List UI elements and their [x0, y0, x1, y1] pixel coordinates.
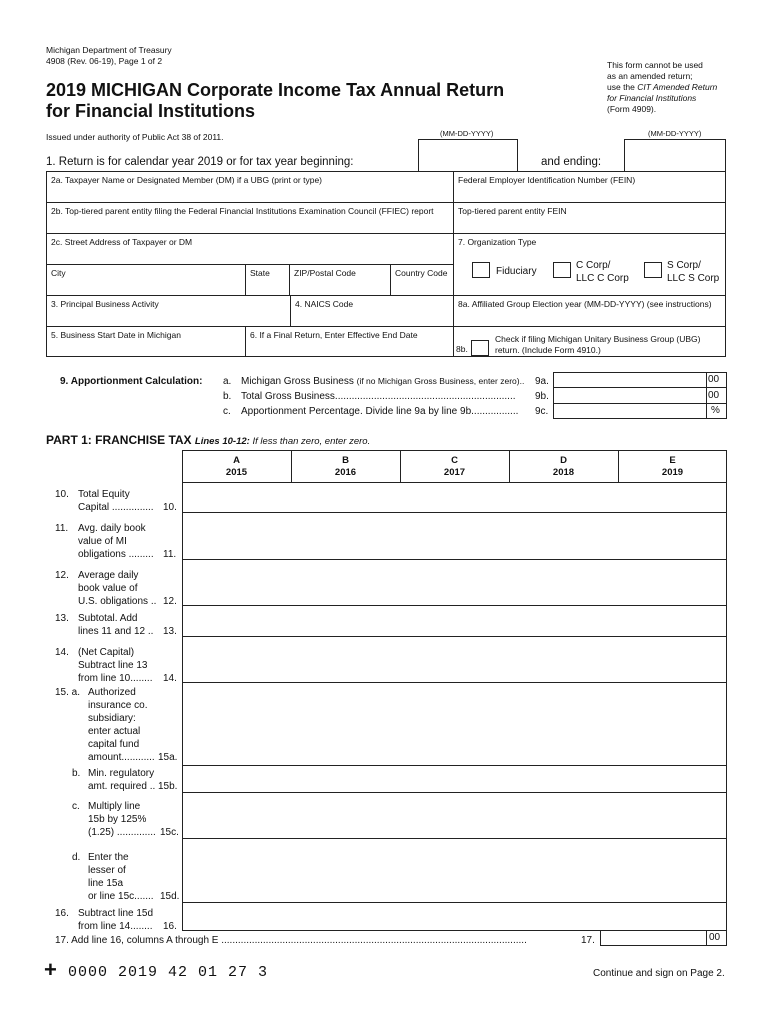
line-10-col-c-input[interactable] [402, 484, 507, 510]
form-barcode-number: 0000 2019 42 01 27 3 [68, 964, 269, 981]
line-15d-col-a-input[interactable] [184, 840, 289, 900]
line-15a-label: 15. a. Authorized insurance co. subsidiary: enter actual capital fund amount............ 15a. [55, 687, 178, 763]
line-17-label: 17. Add line 16, columns A through E .............................................................................................................. [55, 935, 527, 946]
line-17-input[interactable] [602, 931, 705, 945]
begin-date-format: (MM-DD-YYYY) [440, 129, 494, 138]
line-13-label: 13. Subtotal. Add lines 11 and 12 .. 13. [55, 613, 177, 637]
line-13-col-c-input[interactable] [402, 607, 507, 634]
line-9c-letter: c. [223, 406, 231, 417]
ubg-checkbox[interactable] [471, 340, 489, 356]
line-10-col-e-input[interactable] [620, 484, 725, 510]
amended-notice: This form cannot be used as an amended return; use the CIT Amended Return for Financial Institutions (Form 4909). [607, 60, 718, 114]
line-15d-col-b-input[interactable] [293, 840, 398, 900]
line-12-col-b-input[interactable] [293, 561, 398, 603]
form-subtitle: for Financial Institutions [46, 101, 256, 121]
line-11-label: 11. Avg. daily book value of MI obligations ......... 11. [55, 523, 177, 560]
business-activity-field[interactable]: 3. Principal Business Activity [46, 295, 291, 327]
line-16-col-d-input[interactable] [511, 904, 616, 929]
line-15b-col-a-input[interactable] [184, 767, 289, 790]
line-15a-col-c-input[interactable] [402, 684, 507, 763]
line-16-label: 16. Subtract line 15d from line 14........ 16. [55, 908, 177, 932]
line-10-label: 10. Total Equity Capital ............... 10. [55, 489, 177, 513]
naics-code-field[interactable]: 4. NAICS Code [290, 295, 454, 327]
parent-entity-field[interactable]: 2b. Top-tiered parent entity filing the Federal Financial Institutions Examination Council (FFIEC) report [46, 202, 454, 234]
column-header-a: A [233, 455, 240, 466]
line-9a-input[interactable] [555, 373, 705, 387]
line-15c-col-c-input[interactable] [402, 794, 507, 836]
line-15b-label: b. Min. regulatory amt. required .. 15b. [72, 768, 178, 792]
column-year-d: 2018 [552, 467, 575, 478]
column-year-a: 2015 [225, 467, 248, 478]
line-13-col-b-input[interactable] [293, 607, 398, 634]
line-14-col-a-input[interactable] [184, 638, 289, 680]
fiduciary-label: Fiduciary [496, 266, 537, 277]
line-13-col-e-input[interactable] [620, 607, 725, 634]
line-9-label: 9. Apportionment Calculation: [60, 376, 203, 387]
column-year-e: 2019 [661, 467, 684, 478]
tax-year-begin-input[interactable] [418, 139, 518, 172]
column-year-b: 2016 [334, 467, 357, 478]
line-12-col-c-input[interactable] [402, 561, 507, 603]
line-12-col-a-input[interactable] [184, 561, 289, 603]
c-corp-label: C Corp/ LLC C Corp [576, 260, 629, 284]
column-header-c: C [451, 455, 458, 466]
line-13-col-a-input[interactable] [184, 607, 289, 634]
state-field[interactable]: State [245, 264, 290, 296]
continue-note: Continue and sign on Page 2. [593, 968, 725, 979]
line-15a-col-a-input[interactable] [184, 684, 289, 763]
line-15b-col-e-input[interactable] [620, 767, 725, 790]
line-15c-col-d-input[interactable] [511, 794, 616, 836]
line-16-col-b-input[interactable] [293, 904, 398, 929]
zip-field[interactable]: ZIP/Postal Code [289, 264, 391, 296]
line-14-col-e-input[interactable] [620, 638, 725, 680]
affiliated-election-field[interactable]: 8a. Affiliated Group Election year (MM-DD-YYYY) (see instructions) [453, 295, 726, 327]
line-10-col-d-input[interactable] [511, 484, 616, 510]
line-15c-col-b-input[interactable] [293, 794, 398, 836]
line-15a-col-e-input[interactable] [620, 684, 725, 763]
city-field[interactable]: City [46, 264, 246, 296]
line-11-col-c-input[interactable] [402, 514, 507, 557]
line-11-col-b-input[interactable] [293, 514, 398, 557]
parent-fein-field[interactable]: Top-tiered parent entity FEIN [453, 202, 726, 234]
line-15d-label: d. Enter the lesser of line 15a or line 15c....... 15d. [72, 852, 180, 902]
line-14-col-d-input[interactable] [511, 638, 616, 680]
line-12-col-e-input[interactable] [620, 561, 725, 603]
line-9b-input[interactable] [555, 389, 705, 403]
line-15c-col-e-input[interactable] [620, 794, 725, 836]
line-10-col-b-input[interactable] [293, 484, 398, 510]
line-9b-ref: 9b. [535, 391, 549, 402]
line-15c-col-a-input[interactable] [184, 794, 289, 836]
line-14-col-c-input[interactable] [402, 638, 507, 680]
line-15b-col-c-input[interactable] [402, 767, 507, 790]
column-year-c: 2017 [443, 467, 466, 478]
line-14-label: 14. (Net Capital) Subtract line 13 from line 10........ 14. [55, 647, 177, 684]
taxpayer-name-field[interactable]: 2a. Taxpayer Name or Designated Member (DM) if a UBG (print or type) [46, 171, 454, 203]
line-9b-text: Total Gross Business................................................................. [241, 391, 516, 402]
line-16-col-c-input[interactable] [402, 904, 507, 929]
fiduciary-checkbox[interactable] [472, 262, 490, 278]
country-code-field[interactable]: Country Code [390, 264, 454, 296]
c-corp-checkbox[interactable] [553, 262, 571, 278]
line-17-cents: 00 [709, 932, 721, 943]
line-11-col-a-input[interactable] [184, 514, 289, 557]
part-1-heading: PART 1: FRANCHISE TAX Lines 10-12: If less than zero, enter zero. [46, 433, 371, 447]
fein-field[interactable]: Federal Employer Identification Number (FEIN) [453, 171, 726, 203]
line-15d-col-e-input[interactable] [620, 840, 725, 900]
business-start-date-field[interactable]: 5. Business Start Date in Michigan [46, 326, 246, 357]
line-15d-col-d-input[interactable] [511, 840, 616, 900]
line-9a-letter: a. [223, 376, 232, 387]
column-header-e: E [669, 455, 676, 466]
tax-year-end-input[interactable] [624, 139, 726, 172]
line-15c-label: c. Multiply line 15b by 125% (1.25) .............. 15c. [72, 801, 179, 838]
line-10-col-a-input[interactable] [184, 484, 289, 510]
form-revision: 4908 (Rev. 06-19), Page 1 of 2 [46, 56, 163, 66]
line-15b-col-d-input[interactable] [511, 767, 616, 790]
line-15d-col-c-input[interactable] [402, 840, 507, 900]
end-date-format: (MM-DD-YYYY) [648, 129, 702, 138]
line-1-ending-label: and ending: [541, 156, 602, 168]
final-return-date-field[interactable]: 6. If a Final Return, Enter Effective End Date [245, 326, 454, 357]
line-9c-input[interactable] [555, 404, 705, 418]
form-title: 2019 MICHIGAN Corporate Income Tax Annual Return [46, 80, 505, 100]
street-address-field[interactable]: 2c. Street Address of Taxpayer or DM [46, 233, 454, 265]
line-12-col-d-input[interactable] [511, 561, 616, 603]
line-9a-cents: 00 [708, 374, 720, 385]
line-9c-percent: % [711, 405, 720, 416]
line-13-col-d-input[interactable] [511, 607, 616, 634]
line-12-label: 12. Average daily book value of U.S. obligations .. 12. [55, 570, 177, 607]
line-14-col-b-input[interactable] [293, 638, 398, 680]
line-9c-ref: 9c. [535, 406, 549, 417]
line-17-ref: 17. [581, 935, 595, 946]
line-9a-ref: 9a. [535, 376, 549, 387]
department-name: Michigan Department of Treasury [46, 45, 172, 55]
line-11-col-e-input[interactable] [620, 514, 725, 557]
line-11-col-d-input[interactable] [511, 514, 616, 557]
ubg-label: Check if filing Michigan Unitary Business Group (UBG) return. (Include Form 4910.) [495, 334, 701, 355]
line-15b-col-b-input[interactable] [293, 767, 398, 790]
line-16-col-a-input[interactable] [184, 904, 289, 929]
line-9b-letter: b. [223, 391, 232, 402]
line-16-col-e-input[interactable] [620, 904, 725, 929]
plus-mark: + [44, 957, 57, 982]
s-corp-checkbox[interactable] [644, 262, 662, 278]
column-header-d: D [560, 455, 567, 466]
organization-type-group: 7. Organization Type [453, 233, 726, 296]
column-header-b: B [342, 455, 349, 466]
authority-note: Issued under authority of Public Act 38 of 2011. [46, 132, 224, 142]
line-8b-label: 8b. [456, 344, 468, 354]
line-15a-col-b-input[interactable] [293, 684, 398, 763]
line-9a-text: Michigan Gross Business (if no Michigan Gross Business, enter zero).. [241, 376, 525, 387]
line-9c-text: Apportionment Percentage. Divide line 9a by line 9b................. [241, 406, 519, 417]
line-1-label: 1. Return is for calendar year 2019 or for tax year beginning: [46, 156, 354, 168]
line-15a-col-d-input[interactable] [511, 684, 616, 763]
line-9b-cents: 00 [708, 390, 720, 401]
s-corp-label: S Corp/ LLC S Corp [667, 260, 720, 284]
